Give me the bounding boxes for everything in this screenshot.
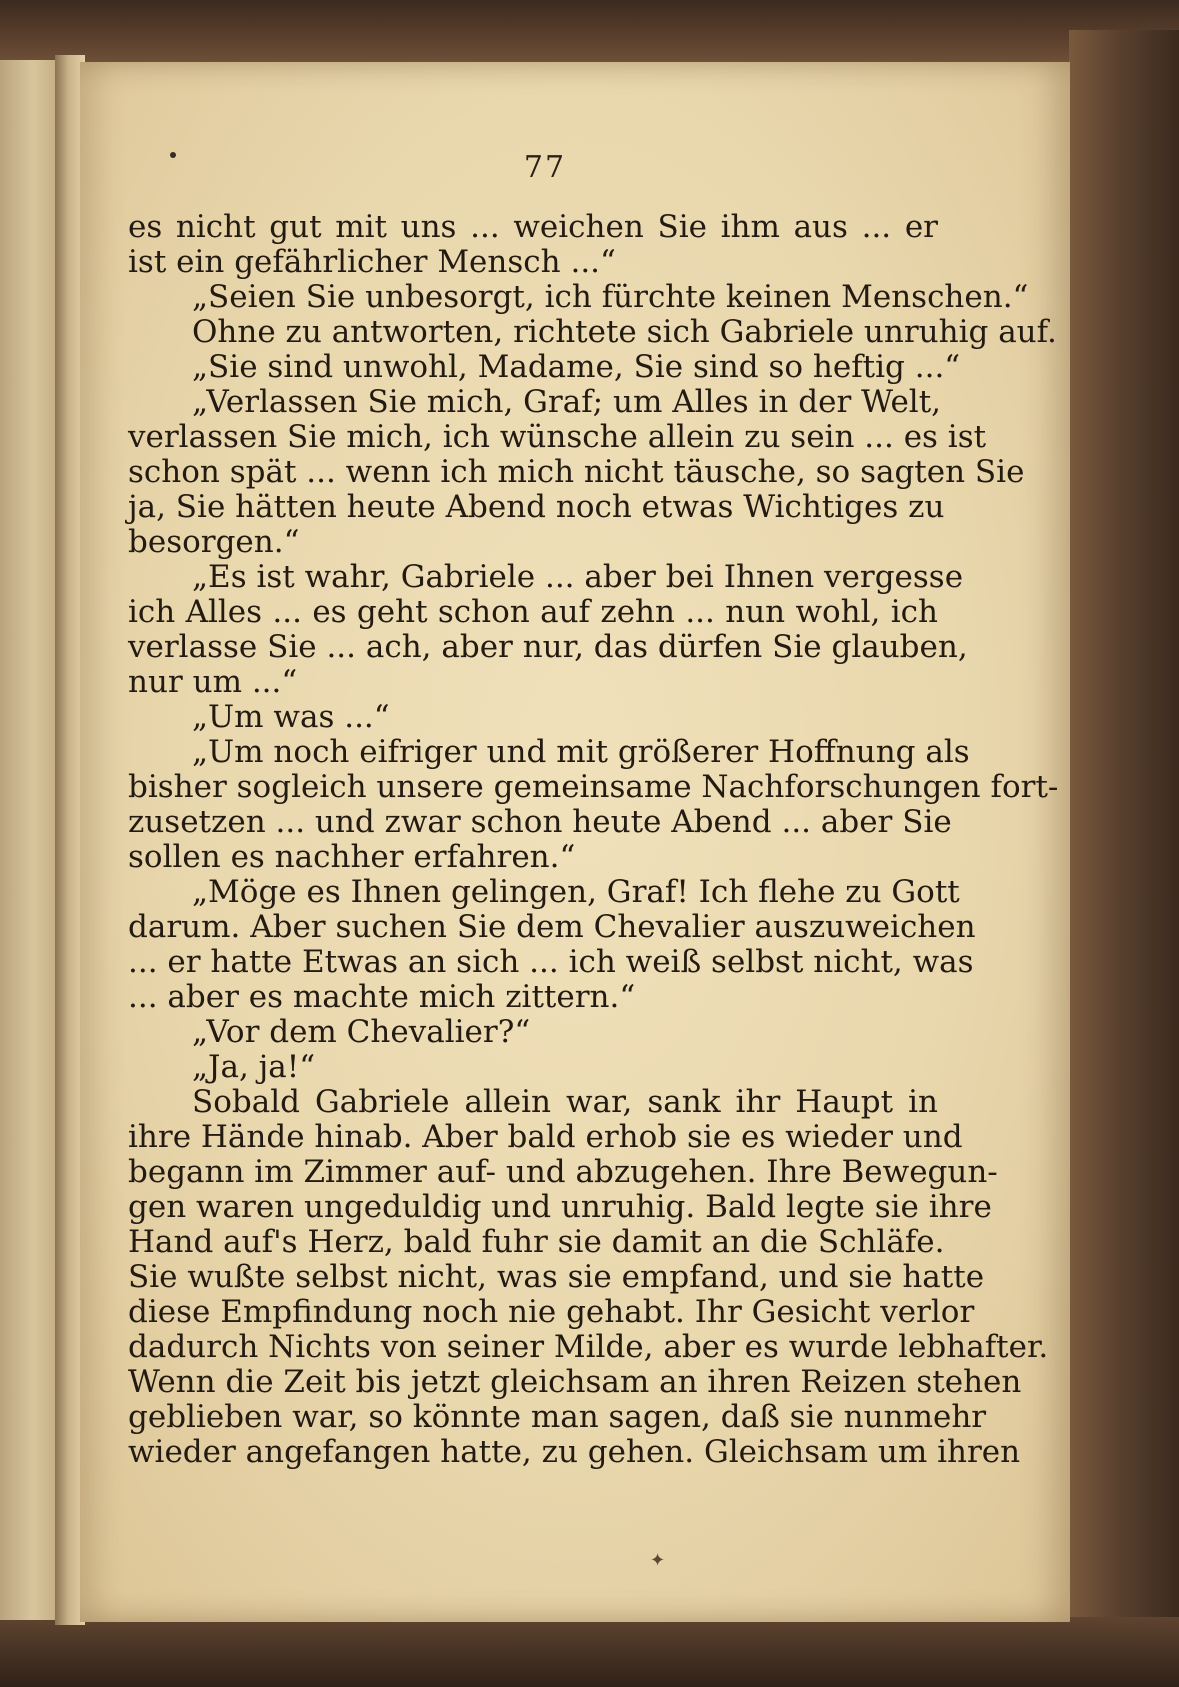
text-line: ich Alles ... es geht schon auf zehn ... nun wohl, ich [128,594,938,630]
text-line: Wenn die Zeit bis jetzt gleichsam an ihren Reizen stehen [128,1364,1022,1400]
text-line: „Seien Sie unbesorgt, ich fürchte keinen Menschen.“ [192,279,1029,315]
text-line: es nicht gut mit uns ... weichen Sie ihm aus ... er [128,209,938,245]
text-line: „Um was ...“ [192,699,390,735]
page-text [128,209,1059,1470]
text-line: „Ja, ja!“ [192,1049,316,1085]
book-cover-bottom [0,1617,1179,1687]
text-line: ... er hatte Etwas an sich ... ich weiß selbst nicht, was [128,944,974,980]
page-number: 77 [523,150,567,185]
text-line: „Um noch eifriger und mit größerer Hoffnung als [192,734,970,770]
page-mark: ✦ [650,1550,666,1571]
text-line: dadurch Nichts von seiner Milde, aber es wurde lebhafter. [128,1329,1049,1365]
text-line: „Verlassen Sie mich, Graf; um Alles in der Welt, [192,384,942,420]
text-line: Hand auf's Herz, bald fuhr sie damit an die Schläfe. [128,1224,945,1260]
text-line: darum. Aber suchen Sie dem Chevalier auszuweichen [128,909,976,945]
text-line: Sie wußte selbst nicht, was sie empfand, und sie hatte [128,1259,985,1295]
text-line: diese Empfindung noch nie gehabt. Ihr Gesicht verlor [128,1294,975,1330]
book-cover-top [0,0,1179,62]
text-line: gen waren ungeduldig und unruhig. Bald legte sie ihre [128,1189,992,1225]
text-line: verlassen Sie mich, ich wünsche allein zu sein ... es ist [128,419,987,455]
text-line: ihre Hände hinab. Aber bald erhob sie es wieder und [128,1119,963,1155]
text-line: besorgen.“ [128,524,300,560]
text-line: „Sie sind unwohl, Madame, Sie sind so heftig ...“ [192,349,961,385]
text-line: Ohne zu antworten, richtete sich Gabriele unruhig auf. [192,314,1057,350]
text-line: sollen es nachher erfahren.“ [128,839,576,875]
left-page-edge [0,60,57,1620]
text-line: begann im Zimmer auf- und abzugehen. Ihre Bewegun- [128,1154,998,1190]
text-line: geblieben war, so könnte man sagen, daß sie nunmehr [128,1399,987,1435]
text-line: Sobald Gabriele allein war, sank ihr Haupt in [192,1084,938,1120]
text-line: nur um ...“ [128,664,298,700]
text-line: wieder angefangen hatte, zu gehen. Gleichsam um ihren [128,1434,1021,1470]
book-cover-edge [1069,30,1179,1650]
text-line: ja, Sie hätten heute Abend noch etwas Wichtiges zu [128,489,945,525]
text-line: schon spät ... wenn ich mich nicht täusche, so sagten Sie [128,454,1025,490]
text-line: ... aber es machte mich zittern.“ [128,979,636,1015]
ink-dot [170,152,176,158]
text-line: bisher sogleich unsere gemeinsame Nachforschungen fort- [128,769,1059,805]
text-line: „Möge es Ihnen gelingen, Graf! Ich flehe zu Gott [192,874,960,910]
text-line: zusetzen ... und zwar schon heute Abend ... aber Sie [128,804,952,840]
text-line: verlasse Sie ... ach, aber nur, das dürfen Sie glauben, [128,629,968,665]
text-line: „Vor dem Chevalier?“ [192,1014,531,1050]
text-line: „Es ist wahr, Gabriele ... aber bei Ihnen vergesse [192,559,964,595]
text-line: ist ein gefährlicher Mensch ...“ [128,244,616,280]
